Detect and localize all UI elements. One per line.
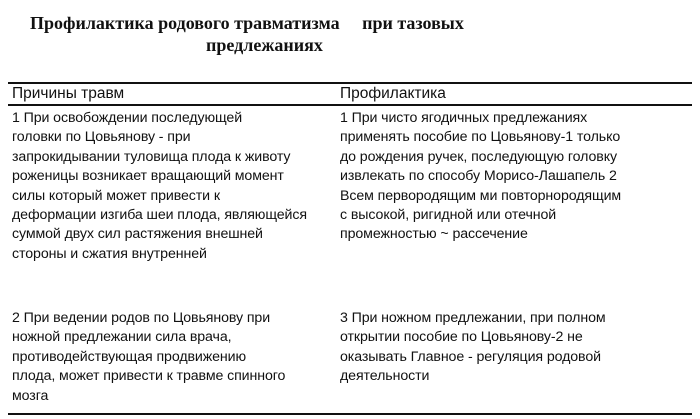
text-line: головки по Цовьянову - при — [12, 129, 191, 146]
text-line: запрокидывании туловища плода к животу — [12, 148, 291, 165]
text-line: стороны и сжатия внутренней — [12, 245, 207, 262]
text-line: ножной предлежании сила врача, — [12, 329, 232, 346]
table-row-2-prevention — [340, 309, 690, 387]
text-line: плода, может привести к травме спинного — [12, 368, 286, 385]
table-row-1-cause — [12, 109, 332, 264]
text-line: до рождения ручек, последующую головку — [340, 148, 617, 165]
text-line: 1 При чисто ягодичных предлежаниях — [340, 110, 588, 126]
text-line: с высокой, ригидной или отечной — [340, 207, 557, 224]
text-line: Всем первородящим ми повторнородящим — [340, 187, 622, 204]
table-row-1-prevention — [340, 109, 690, 245]
text-line: промежностью ~ рассечение — [340, 226, 528, 243]
title-line-2: предлежаниях — [206, 35, 323, 55]
text-line: 2 При ведении родов по Цовьянову при — [12, 310, 271, 326]
text-line: силы который может привести к — [12, 187, 220, 204]
text-line: открытии пособие по Цовьянову-2 не — [340, 329, 583, 346]
text-line: 3 При ножном предлежании, при полном — [340, 310, 606, 326]
text-line: суммой двух сил растяжения внешней — [12, 226, 263, 243]
text-line: роженицы возникает вращающий момент — [12, 168, 284, 185]
text-line: мозга — [12, 387, 49, 404]
table-row-2-cause — [12, 309, 332, 406]
title-line-1: Профилактика родового травматизма при тазовых — [30, 13, 464, 33]
text-line: противодействующая продвижению — [12, 348, 247, 365]
document-title — [30, 12, 550, 56]
column-header-prevention: Профилактика — [340, 85, 446, 102]
text-line: деятельности — [340, 368, 430, 385]
text-line: деформации изгиба шеи плода, являющейся — [12, 207, 307, 224]
text-line: применять пособие по Цовьянову-1 только — [340, 129, 621, 146]
text-line: извлекать по способу Морисо-Лашапель 2 — [340, 168, 617, 185]
text-line: оказывать Главное - регуляция родовой — [340, 348, 601, 365]
text-line: 1 При освобождении последующей — [12, 110, 243, 126]
table-bottom-rule — [8, 413, 692, 415]
column-header-causes: Причины травм — [12, 85, 125, 102]
table-header-rule — [8, 104, 692, 106]
